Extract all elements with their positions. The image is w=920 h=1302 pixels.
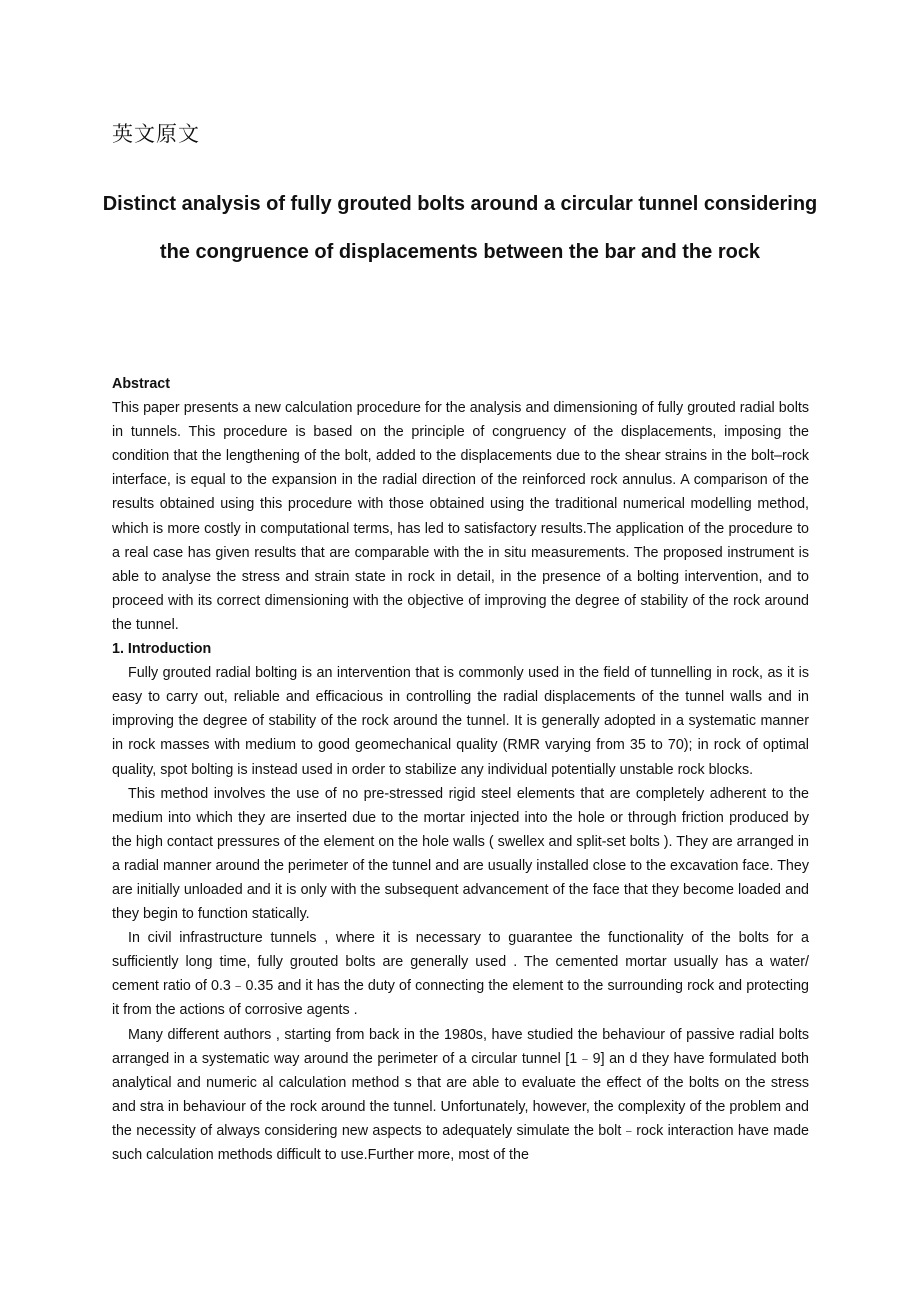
introduction-paragraph: This method involves the use of no pre-stressed rigid steel elements that are completely adherent to the medium into which they are inserted due to the mortar injected into the hole or through friction produced by the high contact pressures of the element on the hole walls ( swellex and split-set bolts ). They are arranged in a radial manner around the perimeter of the tunnel and are usually installed close to the excavation face. They are initially unloaded and it is only with the subsequent advancement of the face that they become loaded and they begin to function statically. <box>112 785 809 923</box>
paper-title: Distinct analysis of fully grouted bolts around a circular tunnel considering the congruence of displacements between the bar and the rock <box>102 193 818 263</box>
original-text-heading: 英文原文 <box>112 122 200 146</box>
introduction-paragraph: In civil infrastructure tunnels , where it is necessary to guarantee the functionality of the bolts for a sufficiently long time, fully grouted bolts are generally used . The cemented mortar usually has a water/ cement ratio of 0.3﹣0.35 and it has the duty of connecting the element to the surrounding rock and protecting it from the actions of corrosive agents . <box>112 930 809 1019</box>
introduction-paragraph: Fully grouted radial bolting is an intervention that is commonly used in the field of tunnelling in rock, as it is easy to carry out, reliable and efficacious in controlling the radial displacements of the tunnel walls and in improving the degree of stability of the rock around the tunnel. It is generally adopted in a systematic manner in rock masses with medium to good geomechanical quality (RMR varying from 35 to 70); in rock of optimal quality, spot bolting is instead used in order to stabilize any individual potentially unstable rock blocks. <box>112 665 809 778</box>
abstract-heading: Abstract <box>112 376 170 392</box>
introduction-paragraph: Many different authors , starting from back in the 1980s, have studied the behaviour of passive radial bolts arranged in a systematic way around the perimeter of a circular tunnel [1﹣9] an d they have formulated both analytical and numeric al calculation method s that are able to evaluate the effect of the bolts on the stress and stra in behaviour of the rock around the tunnel. Unfortunately, however, the complexity of the problem and the necessity of always considering new aspects to adequately simulate the bolt﹣rock interaction have made such calculation methods difficult to use.Further more, most of the <box>112 1026 809 1163</box>
abstract-paragraph: This paper presents a new calculation procedure for the analysis and dimensioning of fully grouted radial bolts in tunnels. This procedure is based on the principle of congruency of the displacements, imposing the condition that the lengthening of the bolt, added to the displacements due to the shear strains in the bolt–rock interface, is equal to the expansion in the radial direction of the reinforced rock annulus. A comparison of the results obtained using this procedure with those obtained using the traditional numerical modelling method, which is more costly in computational terms, has led to satisfactory results.The application of the procedure to a real case has given results that are comparable with the in situ measurements. The proposed instrument is able to analyse the stress and strain state in rock in detail, in the presence of a bolting intervention, and to proceed with its correct dimensioning with the objective of improving the degree of stability of the rock around the tunnel. <box>112 400 809 633</box>
introduction-heading: 1. Introduction <box>112 641 212 658</box>
body-text <box>112 372 809 1167</box>
